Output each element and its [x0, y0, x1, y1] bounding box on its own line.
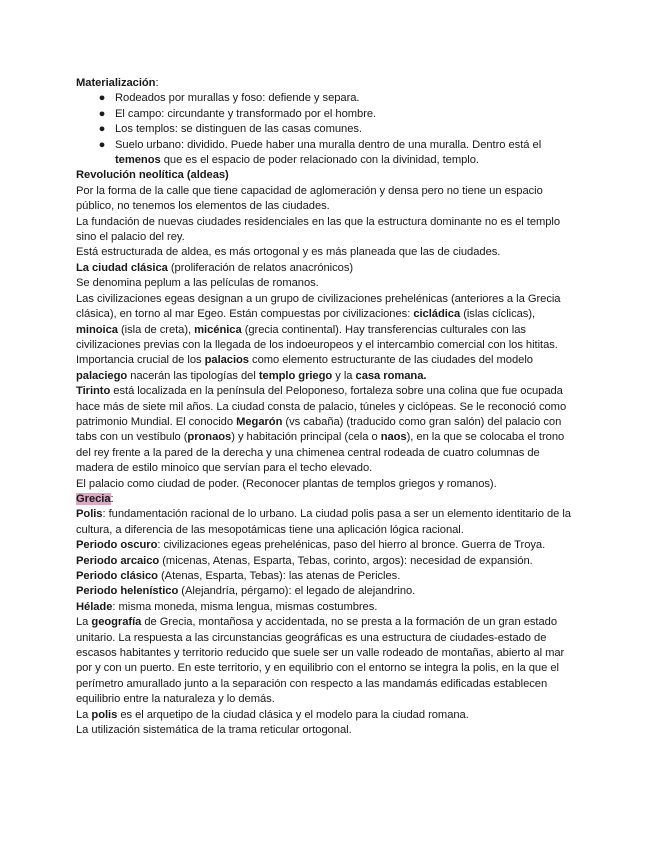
definition-item: Periodo arcaico (micenas, Atenas, Esparta, Tebas, corinto, argos): necesidad de expansión.: [76, 554, 533, 567]
bullet-icon: ●: [98, 107, 106, 120]
list-item: ● El campo: circundante y transformado por el hombre.: [76, 107, 576, 122]
list-item: ● Rodeados por murallas y foso: defiende y separa.: [76, 91, 576, 106]
paragraph-civilizaciones-egeas: Las civilizaciones egeas designan a un grupo de civilizaciones prehelénicas (anteriores a la Grecia clásica), en torno al mar Egeo. Están compuestas por civilizaciones: cicládica (islas cíclicas), minoica (isla de creta), micénica (grecia continental). Hay transferencias culturales con las civilizaciones previas con la llegada de los indoeuropeos y el intercambio comercial con los hititas. Importancia crucial de los palacios como elemento estructurante de las ciudades del modelo palaciego nacerán las tipologías del templo griego y la casa romana.: [76, 292, 561, 382]
bullet-icon: ●: [98, 138, 106, 151]
document-body: [76, 76, 576, 738]
definition-item: Polis: fundamentación racional de lo urbano. La ciudad polis pasa a ser un elemento identitario de la cultura, a diferencia de las mesopotámicas tiene una aplicación lógica racional.: [76, 508, 571, 536]
paragraph: La utilización sistemática de la trama reticular ortogonal.: [76, 724, 352, 737]
bullet-icon: ●: [98, 123, 106, 136]
list-item: ● Suelo urbano: dividido. Puede haber una muralla dentro de una muralla. Dentro está el temenos que es el espacio de poder relacionado con la divinidad, templo.: [76, 138, 576, 169]
list-item: ● Los templos: se distinguen de las casas comunes.: [76, 122, 576, 137]
paragraph: Está estructurada de aldea, es más ortogonal y es más planeada que las de ciudades.: [76, 246, 501, 259]
materializacion-list: [76, 91, 576, 168]
grecia-heading: Grecia:: [76, 492, 114, 505]
ciudad-clasica-heading: La ciudad clásica (proliferación de relatos anacrónicos): [76, 261, 354, 274]
paragraph-tirinto: Tirinto está localizada en la península del Peloponeso, fortaleza sobre una colina que fue ocupada hace más de siete mil años. La ciudad consta de palacio, túneles y ciclópeas. Se le reconoció como patrimonio Mundial. El conocido Megarón (vs cabaña) (traducido como gran salón) del palacio con tabs con un vestíbulo (pronaos) y habitación principal (cela o naos), en la que se colocaba el trono del rey frente a la pared de la derecha y una chimenea central rodeada de cuatro columnas de madera de estilo minoico que servían para el techo elevado.: [76, 385, 567, 475]
paragraph: Se denomina peplum a las películas de romanos.: [76, 277, 319, 290]
paragraph: La fundación de nuevas ciudades residenciales en las que la estructura dominante no es el templo sino el palacio del rey.: [76, 215, 561, 244]
paragraph: El palacio como ciudad de poder. (Reconocer plantas de templos griegos y romanos).: [76, 477, 497, 490]
paragraph-geografia: La geografía de Grecia, montañosa y accidentada, no se presta a la formación de un gran estado unitario. La respuesta a las circunstancias geográficas es una estructura de ciudades-estado de escasos habitantes y territorio reducido que suele ser un valle rodeado de montañas, abierto al mar por y con un puerto. En este territorio, y en equilibrio con el entorno se integra la polis, en la que el perímetro amurallado junto a la separación con respecto a las mandamás edificadas establecen equilibrio entre la naturaleza y lo demás.: [76, 616, 565, 706]
definition-item: Hélade: misma moneda, misma lengua, mismas costumbres.: [76, 600, 378, 613]
materializacion-heading: Materialización:: [76, 77, 159, 89]
definition-item: Periodo clásico (Atenas, Esparta, Tebas): las atenas de Pericles.: [76, 570, 401, 582]
paragraph-polis: La polis es el arquetipo de la ciudad clásica y el modelo para la ciudad romana.: [76, 708, 469, 721]
definition-item: Periodo helenístico (Alejandría, pérgamo): el legado de alejandrino.: [76, 585, 416, 598]
revolucion-heading: Revolución neolítica (aldeas): [76, 169, 229, 182]
highlighted-heading: Grecia: [76, 492, 111, 505]
bullet-icon: ●: [98, 92, 106, 105]
materializacion-title: Materialización: [76, 77, 156, 89]
paragraph: Por la forma de la calle que tiene capacidad de aglomeración y densa pero no tiene un espacio público, no tenemos los elementos de las ciudades.: [76, 184, 543, 213]
definition-item: Periodo oscuro: civilizaciones egeas prehelénicas, paso del hierro al bronce. Guerra de Troya.: [76, 539, 546, 552]
